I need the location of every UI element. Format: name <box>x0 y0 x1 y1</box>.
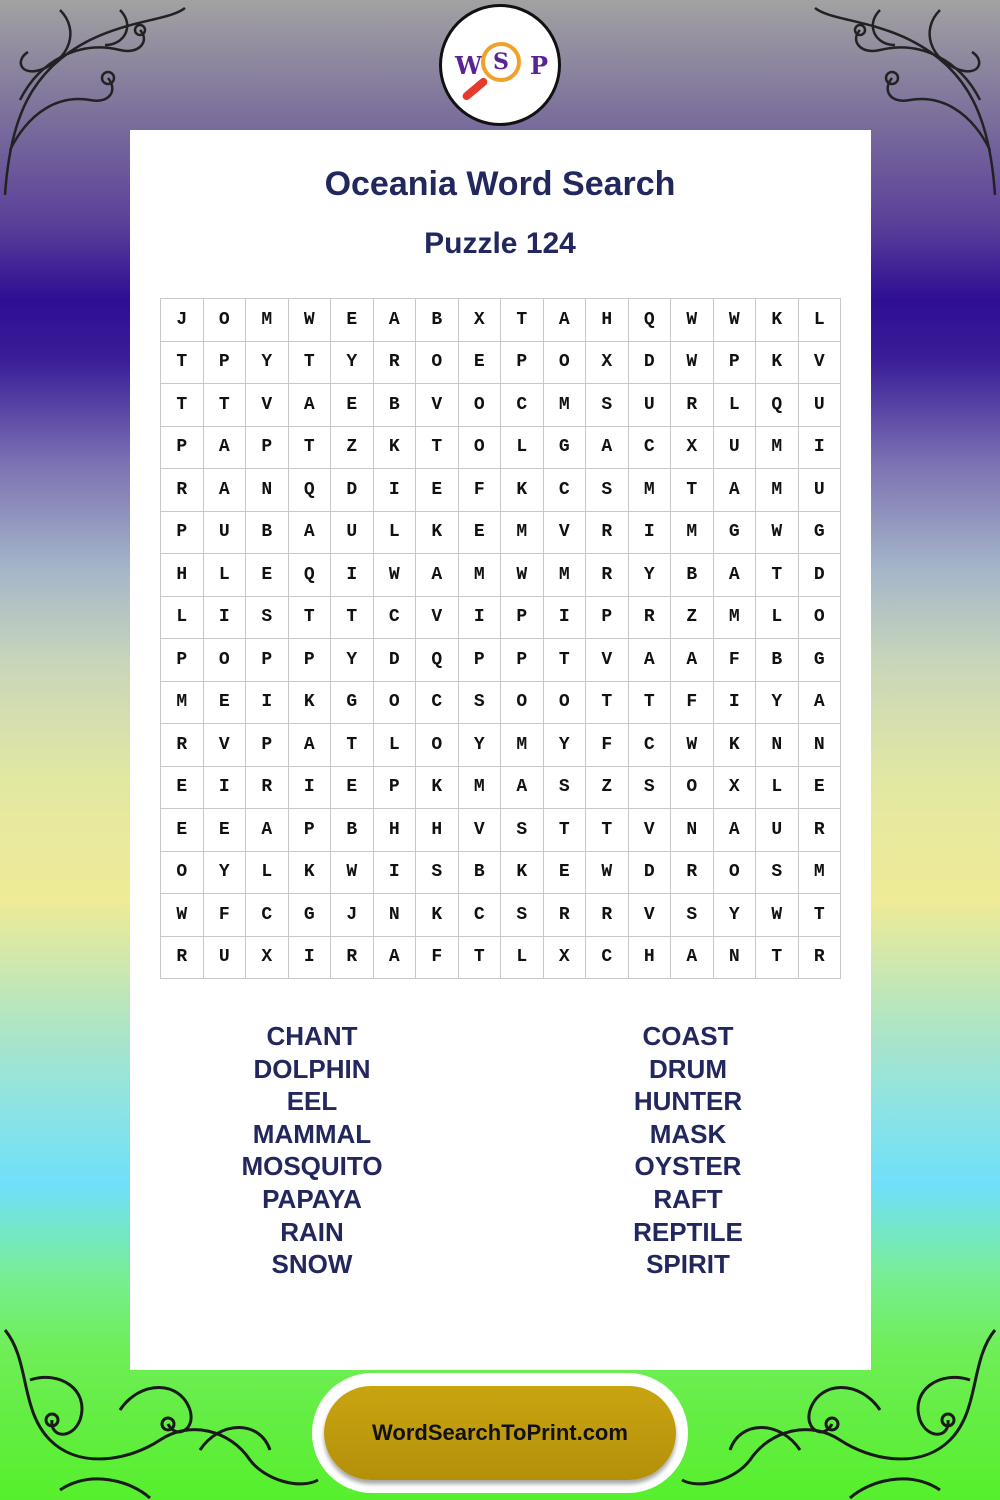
grid-cell[interactable]: V <box>416 597 459 640</box>
grid-cell[interactable]: A <box>714 809 757 852</box>
grid-cell[interactable]: M <box>246 299 289 342</box>
grid-cell[interactable]: M <box>161 682 204 725</box>
grid-cell[interactable]: X <box>671 427 714 470</box>
grid-cell[interactable]: T <box>331 597 374 640</box>
grid-cell[interactable]: S <box>629 767 672 810</box>
grid-cell[interactable]: B <box>246 512 289 555</box>
grid-cell[interactable]: A <box>289 512 332 555</box>
grid-cell[interactable]: P <box>459 639 502 682</box>
grid-cell[interactable]: A <box>374 937 417 980</box>
grid-cell[interactable]: A <box>629 639 672 682</box>
grid-cell[interactable]: I <box>246 682 289 725</box>
grid-cell[interactable]: L <box>204 554 247 597</box>
grid-cell[interactable]: T <box>289 597 332 640</box>
word-list-right <box>538 1020 838 1281</box>
grid-cell[interactable]: T <box>671 469 714 512</box>
grid-cell[interactable]: G <box>799 639 842 682</box>
grid-cell[interactable]: D <box>799 554 842 597</box>
grid-cell[interactable]: C <box>459 894 502 937</box>
grid-cell[interactable]: B <box>331 809 374 852</box>
grid-cell[interactable]: A <box>671 937 714 980</box>
grid-cell[interactable]: T <box>331 724 374 767</box>
grid-cell[interactable]: Q <box>416 639 459 682</box>
logo-letter: P <box>530 51 549 80</box>
grid-cell[interactable]: E <box>204 682 247 725</box>
grid-cell[interactable]: O <box>204 299 247 342</box>
grid-cell[interactable]: S <box>501 894 544 937</box>
word-list-item: RAIN <box>280 1216 344 1247</box>
grid-cell[interactable]: T <box>161 384 204 427</box>
grid-cell[interactable]: P <box>586 597 629 640</box>
grid-cell[interactable]: E <box>331 767 374 810</box>
grid-cell[interactable]: X <box>459 299 502 342</box>
grid-cell[interactable]: Q <box>289 469 332 512</box>
grid-cell[interactable]: P <box>289 809 332 852</box>
grid-cell[interactable]: V <box>459 809 502 852</box>
grid-cell[interactable]: K <box>756 299 799 342</box>
grid-cell[interactable]: M <box>756 469 799 512</box>
grid-cell[interactable]: U <box>799 384 842 427</box>
grid-cell[interactable]: D <box>629 852 672 895</box>
grid-cell[interactable]: C <box>501 384 544 427</box>
site-link-text: WordSearchToPrint.com <box>372 1420 628 1445</box>
grid-cell[interactable]: Z <box>331 427 374 470</box>
grid-cell[interactable]: L <box>161 597 204 640</box>
grid-cell[interactable]: A <box>799 682 842 725</box>
grid-cell[interactable]: X <box>544 937 587 980</box>
grid-cell[interactable]: O <box>799 597 842 640</box>
grid-cell[interactable]: E <box>799 767 842 810</box>
grid-cell[interactable]: Y <box>246 342 289 385</box>
grid-cell[interactable]: N <box>799 724 842 767</box>
grid-cell[interactable]: I <box>331 554 374 597</box>
grid-cell[interactable]: F <box>714 639 757 682</box>
grid-cell[interactable]: T <box>459 937 502 980</box>
grid-cell[interactable]: I <box>289 767 332 810</box>
grid-cell[interactable]: T <box>544 639 587 682</box>
grid-cell[interactable]: L <box>756 597 799 640</box>
logo-letter: W <box>455 51 482 80</box>
grid-cell[interactable]: R <box>161 469 204 512</box>
grid-cell[interactable]: M <box>501 724 544 767</box>
grid-cell[interactable]: D <box>331 469 374 512</box>
grid-cell[interactable]: S <box>544 767 587 810</box>
word-list-item: SNOW <box>271 1249 353 1280</box>
grid-cell[interactable]: P <box>374 767 417 810</box>
grid-cell[interactable]: S <box>246 597 289 640</box>
grid-cell[interactable]: J <box>161 299 204 342</box>
grid-cell[interactable]: A <box>289 724 332 767</box>
grid-cell[interactable]: C <box>544 469 587 512</box>
letter-grid <box>160 298 841 979</box>
grid-cell[interactable]: F <box>671 682 714 725</box>
word-list-item: EEL <box>286 1086 338 1117</box>
grid-cell[interactable]: T <box>501 299 544 342</box>
word-list-item: DOLPHIN <box>253 1053 371 1084</box>
grid-cell[interactable]: U <box>204 512 247 555</box>
grid-cell[interactable]: O <box>501 682 544 725</box>
grid-cell[interactable]: M <box>714 597 757 640</box>
grid-cell[interactable]: S <box>459 682 502 725</box>
grid-cell[interactable]: A <box>246 809 289 852</box>
grid-cell[interactable]: C <box>629 724 672 767</box>
grid-cell[interactable]: V <box>204 724 247 767</box>
grid-cell[interactable]: I <box>459 597 502 640</box>
grid-cell[interactable]: U <box>629 384 672 427</box>
word-list-item: MAMMAL <box>252 1118 372 1149</box>
grid-cell[interactable]: P <box>161 427 204 470</box>
grid-cell[interactable]: K <box>374 427 417 470</box>
grid-cell[interactable]: U <box>204 937 247 980</box>
grid-cell[interactable]: Q <box>289 554 332 597</box>
word-list-item: DRUM <box>649 1053 727 1084</box>
grid-cell[interactable]: A <box>416 554 459 597</box>
grid-cell[interactable]: O <box>714 852 757 895</box>
grid-cell[interactable]: G <box>331 682 374 725</box>
grid-cell[interactable]: D <box>374 639 417 682</box>
grid-cell[interactable]: W <box>586 852 629 895</box>
grid-cell[interactable]: L <box>799 299 842 342</box>
grid-cell[interactable]: W <box>714 299 757 342</box>
grid-cell[interactable]: M <box>544 554 587 597</box>
grid-cell[interactable]: E <box>246 554 289 597</box>
grid-cell[interactable]: S <box>586 384 629 427</box>
grid-cell[interactable]: M <box>671 512 714 555</box>
grid-cell[interactable]: T <box>289 342 332 385</box>
grid-cell[interactable]: G <box>714 512 757 555</box>
grid-cell[interactable]: E <box>459 512 502 555</box>
grid-cell[interactable]: M <box>459 554 502 597</box>
grid-cell[interactable]: L <box>501 937 544 980</box>
grid-cell[interactable]: R <box>161 724 204 767</box>
grid-cell[interactable]: Q <box>756 384 799 427</box>
grid-cell[interactable]: D <box>629 342 672 385</box>
grid-cell[interactable]: S <box>756 852 799 895</box>
grid-cell[interactable]: I <box>204 767 247 810</box>
grid-cell[interactable]: M <box>799 852 842 895</box>
grid-cell[interactable]: Y <box>331 639 374 682</box>
grid-cell[interactable]: Y <box>331 342 374 385</box>
grid-cell[interactable]: O <box>459 427 502 470</box>
word-list-item: HUNTER <box>633 1086 743 1117</box>
grid-cell[interactable]: N <box>756 724 799 767</box>
grid-cell[interactable]: G <box>799 512 842 555</box>
grid-cell[interactable]: T <box>799 894 842 937</box>
grid-cell[interactable]: Y <box>204 852 247 895</box>
grid-cell[interactable]: Q <box>629 299 672 342</box>
grid-cell[interactable]: A <box>204 427 247 470</box>
grid-cell[interactable]: N <box>714 937 757 980</box>
grid-cell[interactable]: F <box>459 469 502 512</box>
grid-cell[interactable]: A <box>501 767 544 810</box>
grid-cell[interactable]: R <box>331 937 374 980</box>
grid-cell[interactable]: W <box>756 512 799 555</box>
grid-cell[interactable]: W <box>501 554 544 597</box>
grid-cell[interactable]: E <box>161 767 204 810</box>
grid-cell[interactable]: M <box>544 384 587 427</box>
grid-cell[interactable]: S <box>501 809 544 852</box>
grid-cell[interactable]: H <box>629 937 672 980</box>
grid-cell[interactable]: Z <box>671 597 714 640</box>
grid-cell[interactable]: C <box>246 894 289 937</box>
grid-cell[interactable]: M <box>501 512 544 555</box>
grid-cell[interactable]: W <box>756 894 799 937</box>
grid-cell[interactable]: B <box>756 639 799 682</box>
grid-cell[interactable]: E <box>459 342 502 385</box>
grid-cell[interactable]: P <box>161 639 204 682</box>
grid-cell[interactable]: O <box>416 724 459 767</box>
grid-cell[interactable]: W <box>374 554 417 597</box>
grid-cell[interactable]: M <box>629 469 672 512</box>
grid-cell[interactable]: U <box>331 512 374 555</box>
grid-cell[interactable]: I <box>374 469 417 512</box>
grid-cell[interactable]: P <box>246 639 289 682</box>
grid-cell[interactable]: W <box>289 299 332 342</box>
grid-cell[interactable]: I <box>289 937 332 980</box>
grid-cell[interactable]: T <box>204 384 247 427</box>
grid-cell[interactable]: L <box>246 852 289 895</box>
grid-cell[interactable]: O <box>161 852 204 895</box>
grid-cell[interactable]: T <box>289 427 332 470</box>
grid-cell[interactable]: P <box>161 512 204 555</box>
grid-cell[interactable]: X <box>714 767 757 810</box>
grid-cell[interactable]: T <box>586 809 629 852</box>
grid-cell[interactable]: X <box>586 342 629 385</box>
grid-cell[interactable]: V <box>416 384 459 427</box>
grid-cell[interactable]: R <box>374 342 417 385</box>
grid-cell[interactable]: H <box>161 554 204 597</box>
word-list-item: MASK <box>649 1118 727 1149</box>
grid-cell[interactable]: R <box>671 852 714 895</box>
grid-cell[interactable]: Y <box>544 724 587 767</box>
grid-cell[interactable]: T <box>544 809 587 852</box>
grid-cell[interactable]: B <box>416 299 459 342</box>
grid-cell[interactable]: W <box>671 342 714 385</box>
grid-cell[interactable]: K <box>714 724 757 767</box>
grid-cell[interactable]: I <box>714 682 757 725</box>
grid-cell[interactable]: T <box>629 682 672 725</box>
grid-cell[interactable]: A <box>586 427 629 470</box>
logo-letter: S <box>493 49 509 75</box>
grid-cell[interactable]: V <box>799 342 842 385</box>
grid-cell[interactable]: Y <box>459 724 502 767</box>
grid-cell[interactable]: X <box>246 937 289 980</box>
grid-cell[interactable]: P <box>204 342 247 385</box>
grid-cell[interactable]: V <box>246 384 289 427</box>
grid-cell[interactable]: A <box>289 384 332 427</box>
grid-cell[interactable]: F <box>586 724 629 767</box>
word-list-left <box>162 1020 462 1281</box>
word-list-item: RAFT <box>653 1183 723 1214</box>
grid-cell[interactable]: V <box>544 512 587 555</box>
grid-cell[interactable]: R <box>586 894 629 937</box>
grid-cell[interactable]: S <box>671 894 714 937</box>
word-list-item: COAST <box>642 1021 734 1051</box>
grid-cell[interactable]: W <box>671 299 714 342</box>
grid-cell[interactable]: T <box>416 427 459 470</box>
grid-cell[interactable]: C <box>374 597 417 640</box>
grid-cell[interactable]: O <box>374 682 417 725</box>
grid-cell[interactable]: I <box>544 597 587 640</box>
grid-cell[interactable]: O <box>204 639 247 682</box>
grid-cell[interactable]: S <box>416 852 459 895</box>
grid-cell[interactable]: E <box>416 469 459 512</box>
word-list-item: PAPAYA <box>262 1183 362 1214</box>
grid-cell[interactable]: C <box>629 427 672 470</box>
grid-cell[interactable]: J <box>331 894 374 937</box>
grid-cell[interactable]: T <box>586 682 629 725</box>
grid-cell[interactable]: I <box>204 597 247 640</box>
grid-cell[interactable]: O <box>544 682 587 725</box>
grid-cell[interactable]: W <box>331 852 374 895</box>
grid-cell[interactable]: R <box>586 554 629 597</box>
grid-cell[interactable]: L <box>714 384 757 427</box>
word-list-item: REPTILE <box>633 1216 743 1247</box>
grid-cell[interactable]: K <box>501 469 544 512</box>
grid-cell[interactable]: Y <box>714 894 757 937</box>
grid-cell[interactable]: U <box>756 809 799 852</box>
grid-cell[interactable]: S <box>586 469 629 512</box>
grid-cell[interactable]: G <box>289 894 332 937</box>
word-list-item: MOSQUITO <box>241 1151 383 1182</box>
grid-cell[interactable]: A <box>714 554 757 597</box>
grid-cell[interactable]: B <box>374 384 417 427</box>
grid-cell[interactable]: K <box>756 342 799 385</box>
grid-cell[interactable]: A <box>374 299 417 342</box>
grid-cell[interactable]: K <box>416 894 459 937</box>
grid-cell[interactable]: L <box>501 427 544 470</box>
grid-cell[interactable]: B <box>671 554 714 597</box>
grid-cell[interactable]: T <box>756 554 799 597</box>
grid-cell[interactable]: B <box>459 852 502 895</box>
grid-cell[interactable]: U <box>799 469 842 512</box>
grid-cell[interactable]: C <box>586 937 629 980</box>
grid-cell[interactable]: P <box>501 597 544 640</box>
grid-cell[interactable]: P <box>246 724 289 767</box>
grid-cell[interactable]: R <box>629 597 672 640</box>
grid-cell[interactable]: U <box>714 427 757 470</box>
grid-cell[interactable]: R <box>586 512 629 555</box>
grid-cell[interactable]: L <box>374 724 417 767</box>
logo[interactable] <box>439 4 561 126</box>
grid-cell[interactable]: Z <box>586 767 629 810</box>
page-title: Oceania Word Search <box>324 165 676 203</box>
grid-cell[interactable]: K <box>289 852 332 895</box>
grid-cell[interactable]: M <box>756 427 799 470</box>
grid-cell[interactable]: A <box>714 469 757 512</box>
grid-cell[interactable]: P <box>501 342 544 385</box>
grid-cell[interactable]: O <box>544 342 587 385</box>
word-list-item: CHANT <box>266 1021 358 1051</box>
grid-cell[interactable]: A <box>671 639 714 682</box>
grid-cell[interactable]: A <box>204 469 247 512</box>
grid-cell[interactable]: T <box>161 342 204 385</box>
grid-cell[interactable]: G <box>544 427 587 470</box>
grid-cell[interactable]: K <box>416 767 459 810</box>
grid-cell[interactable]: T <box>756 937 799 980</box>
grid-cell[interactable]: K <box>289 682 332 725</box>
grid-cell[interactable]: R <box>799 937 842 980</box>
site-link-button[interactable] <box>324 1386 676 1480</box>
grid-cell[interactable]: L <box>756 767 799 810</box>
grid-cell[interactable]: E <box>331 299 374 342</box>
grid-cell[interactable]: E <box>204 809 247 852</box>
grid-cell[interactable]: V <box>629 894 672 937</box>
footer-badge <box>312 1373 688 1493</box>
grid-cell[interactable]: I <box>799 427 842 470</box>
grid-cell[interactable]: N <box>671 809 714 852</box>
grid-cell[interactable]: P <box>289 639 332 682</box>
grid-cell[interactable]: R <box>161 937 204 980</box>
grid-cell[interactable]: K <box>416 512 459 555</box>
grid-cell[interactable]: N <box>246 469 289 512</box>
grid-cell[interactable]: W <box>161 894 204 937</box>
grid-cell[interactable]: E <box>331 384 374 427</box>
word-list-item: OYSTER <box>634 1151 742 1182</box>
grid-cell[interactable]: R <box>799 809 842 852</box>
grid-cell[interactable]: M <box>459 767 502 810</box>
grid-cell[interactable]: E <box>544 852 587 895</box>
grid-cell[interactable]: F <box>204 894 247 937</box>
grid-cell[interactable]: P <box>714 342 757 385</box>
grid-cell[interactable]: O <box>671 767 714 810</box>
grid-cell[interactable]: F <box>416 937 459 980</box>
grid-cell[interactable]: A <box>544 299 587 342</box>
grid-cell[interactable]: Y <box>629 554 672 597</box>
grid-cell[interactable]: O <box>416 342 459 385</box>
grid-cell[interactable]: H <box>374 809 417 852</box>
grid-cell[interactable]: H <box>416 809 459 852</box>
grid-cell[interactable]: C <box>416 682 459 725</box>
grid-cell[interactable]: I <box>374 852 417 895</box>
grid-cell[interactable]: K <box>501 852 544 895</box>
grid-cell[interactable]: R <box>246 767 289 810</box>
grid-cell[interactable]: W <box>671 724 714 767</box>
grid-cell[interactable]: V <box>629 809 672 852</box>
grid-cell[interactable]: H <box>586 299 629 342</box>
grid-cell[interactable]: R <box>671 384 714 427</box>
grid-cell[interactable]: E <box>161 809 204 852</box>
grid-cell[interactable]: N <box>374 894 417 937</box>
grid-cell[interactable]: R <box>544 894 587 937</box>
grid-cell[interactable]: Y <box>756 682 799 725</box>
grid-cell[interactable]: P <box>246 427 289 470</box>
word-list-item: SPIRIT <box>646 1249 730 1280</box>
grid-cell[interactable]: V <box>586 639 629 682</box>
grid-cell[interactable]: L <box>374 512 417 555</box>
grid-cell[interactable]: O <box>459 384 502 427</box>
grid-cell[interactable]: I <box>629 512 672 555</box>
puzzle-number: Puzzle 124 <box>424 227 576 260</box>
grid-cell[interactable]: P <box>501 639 544 682</box>
